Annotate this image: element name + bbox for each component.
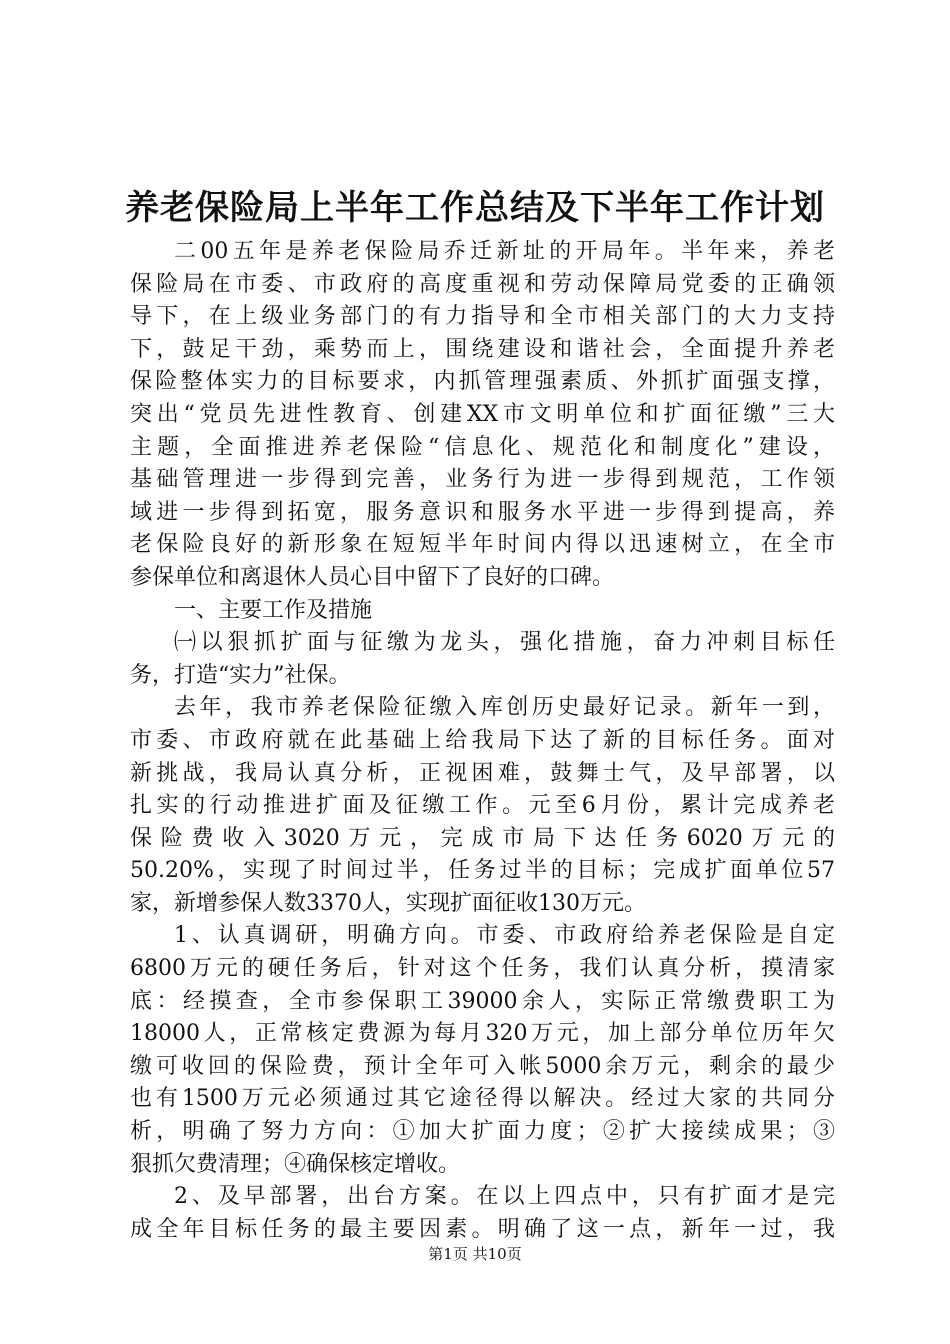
document-title: 养老保险局上半年工作总结及下半年工作计划 bbox=[125, 188, 825, 228]
text-line: 一、主要工作及措施 bbox=[174, 597, 373, 623]
text-line: 缴可收回的保险费，预计全年可入帐5000余万元，剩余的最少 bbox=[130, 1053, 835, 1079]
text-line: 新挑战，我局认真分析，正视困难，鼓舞士气，及早部署，以 bbox=[130, 760, 835, 786]
text-line: 6800万元的硬任务后，针对这个任务，我们认真分析，摸清家 bbox=[130, 956, 835, 982]
text-line: 保险费收入3020万元，完成市局下达任务6020万元的 bbox=[130, 825, 835, 851]
text-line: 下，鼓足干劲，乘势而上，围绕建设和谐社会，全面提升养老 bbox=[130, 336, 835, 362]
text-line: 家，新增参保人数3370人，实现扩面征收130万元。 bbox=[130, 890, 646, 916]
text-line: 扎实的行动推进扩面及征缴工作。元至6月份，累计完成养老 bbox=[130, 793, 835, 819]
text-line: 市委、市政府就在此基础上给我局下达了新的目标任务。面对 bbox=[130, 727, 835, 753]
text-line: 狠抓欠费清理；④确保核定增收。 bbox=[130, 1151, 461, 1177]
page-number: 第1页 共10页 bbox=[428, 1245, 522, 1263]
text-line: 析，明确了努力方向：①加大扩面力度；②扩大接续成果；③ bbox=[130, 1119, 835, 1145]
text-line: 参保单位和离退休人员心目中留下了良好的口碑。 bbox=[130, 564, 615, 590]
text-line: 导下，在上级业务部门的有力指导和全市相关部门的大力支持 bbox=[130, 304, 835, 330]
text-line: 域进一步得到拓宽，服务意识和服务水平进一步得到提高，养 bbox=[130, 499, 835, 525]
text-line: 1、认真调研，明确方向。市委、市政府给养老保险是自定 bbox=[174, 923, 835, 949]
text-line: 18000人，正常核定费源为每月320万元，加上部分单位历年欠 bbox=[130, 1021, 835, 1047]
text-line: 务，打造“实力”社保。 bbox=[130, 662, 351, 688]
text-line: 二00五年是养老保险局乔迁新址的开局年。半年来，养老 bbox=[174, 239, 835, 264]
text-line: 也有1500万元必须通过其它途径得以解决。经过大家的共同分 bbox=[130, 1086, 835, 1112]
text-line: 突出“党员先进性教育、创建XX市文明单位和扩面征缴”三大 bbox=[130, 401, 835, 427]
text-line: 去年，我市养老保险征缴入库创历史最好记录。新年一到， bbox=[174, 695, 835, 721]
text-line: 成全年目标任务的最主要因素。明确了这一点，新年一过，我 bbox=[130, 1216, 835, 1242]
text-line: 老保险良好的新形象在短短半年时间内得以迅速树立，在全市 bbox=[130, 532, 835, 558]
text-line: 基础管理进一步得到完善，业务行为进一步得到规范，工作领 bbox=[130, 467, 835, 493]
text-line: 50.20%，实现了时间过半，任务过半的目标；完成扩面单位57 bbox=[130, 858, 835, 884]
text-line: 保险局在市委、市政府的高度重视和劳动保障局党委的正确领 bbox=[130, 271, 835, 297]
text-line: 底：经摸查，全市参保职工39000余人，实际正常缴费职工为 bbox=[130, 988, 835, 1014]
text-line: 保险整体实力的目标要求，内抓管理强素质、外抓扩面强支撑， bbox=[130, 369, 835, 395]
text-line: ㈠以狠抓扩面与征缴为龙头，强化措施，奋力冲刺目标任 bbox=[174, 630, 835, 656]
text-line: 主题，全面推进养老保险“信息化、规范化和制度化”建设， bbox=[130, 434, 835, 460]
text-line: 2、及早部署，出台方案。在以上四点中，只有扩面才是完 bbox=[174, 1184, 835, 1210]
document-body bbox=[130, 236, 835, 1246]
